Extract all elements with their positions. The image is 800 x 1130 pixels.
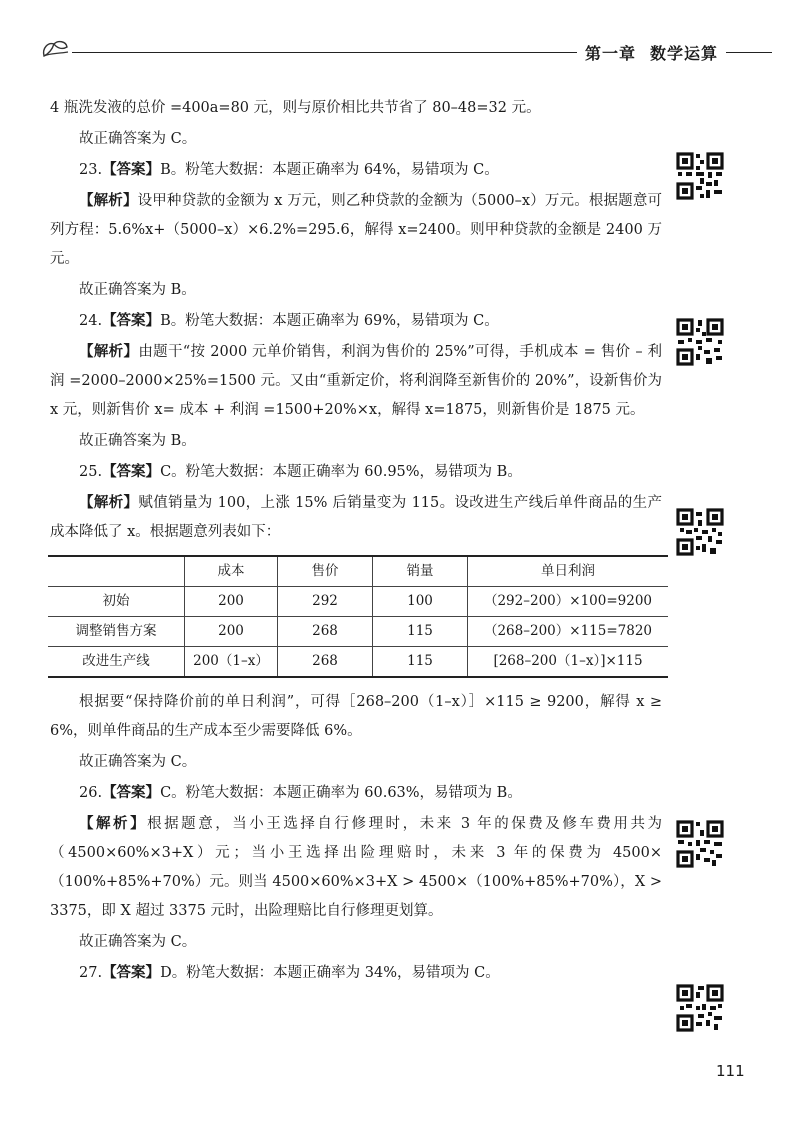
table-cell: 200（1–x） <box>185 647 278 678</box>
page-content <box>50 94 662 988</box>
qr-code-icon[interactable] <box>676 152 724 200</box>
table-header-cell: 销量 <box>373 556 468 587</box>
table-header-cell <box>48 556 185 587</box>
answer-conclusion: 故正确答案为 B。 <box>79 433 196 449</box>
question-23-analysis <box>50 187 662 274</box>
table-header-cell: 单日利润 <box>468 556 669 587</box>
table-row <box>48 587 668 617</box>
table-cell: 200 <box>185 617 278 647</box>
chapter-title <box>577 41 726 64</box>
question-24-analysis <box>50 338 662 425</box>
table-cell: 268 <box>278 647 373 678</box>
question-number: 26. <box>79 785 103 801</box>
table-cell: 调整销售方案 <box>48 617 185 647</box>
table-cell: 初始 <box>48 587 185 617</box>
qr-code-icon[interactable] <box>676 984 724 1032</box>
qr-code-icon[interactable] <box>676 820 724 868</box>
question-25-analysis <box>50 489 662 547</box>
table-cell: 100 <box>373 587 468 617</box>
answer-text: C。粉笔大数据：本题正确率为 60.95%，易错项为 B。 <box>160 464 522 480</box>
answer-tag: 【答案】 <box>102 785 161 801</box>
chapter-name: 数学运算 <box>649 44 718 63</box>
question-26-answer <box>50 779 662 808</box>
answer-conclusion: 故正确答案为 C。 <box>79 934 197 950</box>
analysis-text: 赋值销量为 100，上涨 15% 后销量变为 115。设改进生产线后单件商品的生产成本降低了 x。根据题意列表如下： <box>50 495 663 540</box>
question-number: 25. <box>79 464 103 480</box>
table-row <box>48 617 668 647</box>
profit-table <box>48 555 668 678</box>
chapter-number: 第一章 <box>584 44 636 63</box>
table-cell: 115 <box>373 617 468 647</box>
qr-code-icon[interactable] <box>676 318 724 366</box>
answer-conclusion: 故正确答案为 C。 <box>79 131 197 147</box>
page-header <box>32 30 772 70</box>
question-number: 23. <box>79 162 103 178</box>
analysis-tag: 【解析】 <box>79 193 138 209</box>
table-cell: 292 <box>278 587 373 617</box>
table-header-row <box>48 556 668 587</box>
answer-tag: 【答案】 <box>102 464 161 480</box>
analysis-text: 设甲种贷款的金额为 x 万元，则乙种贷款的金额为（5000–x）万元。根据题意可列方程：5.6%x+（5000–x）×6.2%=295.6，解得 x=2400。则甲种贷款的金额是 2400 万元。 <box>50 193 662 267</box>
table-cell: （268–200）×115=7820 <box>468 617 669 647</box>
answer-conclusion: 故正确答案为 B。 <box>79 282 196 298</box>
table-cell: 200 <box>185 587 278 617</box>
answer-tag: 【答案】 <box>102 965 161 981</box>
table-cell: 改进生产线 <box>48 647 185 678</box>
question-number: 27. <box>79 965 103 981</box>
question-25-answer <box>50 458 662 487</box>
question-27-answer <box>50 959 662 988</box>
table-cell: （292–200）×100=9200 <box>468 587 669 617</box>
table-cell: 115 <box>373 647 468 678</box>
answer-conclusion: 故正确答案为 C。 <box>79 754 197 770</box>
table-row <box>48 647 668 678</box>
answer-text: B。粉笔大数据：本题正确率为 64%，易错项为 C。 <box>160 162 499 178</box>
qr-code-icon[interactable] <box>676 508 724 556</box>
table-header-cell: 售价 <box>278 556 373 587</box>
paragraph: 4 瓶洗发液的总价 =400a=80 元，则与原价相比共节省了 80–48=32 元。 <box>50 100 541 116</box>
table-cell: [268–200（1–x）]×115 <box>468 647 669 678</box>
analysis-tag: 【解析】 <box>79 816 148 832</box>
question-24-answer <box>50 307 662 336</box>
analysis-tag: 【解析】 <box>79 344 139 360</box>
answer-text: B。粉笔大数据：本题正确率为 69%，易错项为 C。 <box>160 313 499 329</box>
leaf-icon <box>40 38 70 62</box>
question-26-analysis <box>50 810 662 926</box>
answer-text: C。粉笔大数据：本题正确率为 60.63%，易错项为 B。 <box>160 785 522 801</box>
answer-tag: 【答案】 <box>102 313 161 329</box>
question-23-answer <box>50 156 662 185</box>
answer-text: D。粉笔大数据：本题正确率为 34%，易错项为 C。 <box>160 965 500 981</box>
answer-tag: 【答案】 <box>102 162 161 178</box>
paragraph: 根据要“保持降价前的单日利润”，可得［268–200（1–x）］×115 ≥ 9200，解得 x ≥ 6%，则单件商品的生产成本至少需要降低 6%。 <box>50 694 662 739</box>
table-header-cell: 成本 <box>185 556 278 587</box>
analysis-tag: 【解析】 <box>79 495 139 511</box>
page-number: 111 <box>716 1062 745 1080</box>
analysis-text: 根据题意，当小王选择自行修理时，未来 3 年的保费及修车费用共为（4500×60%×3+X）元；当小王选择出险理赔时，未来 3 年的保费为 4500×（100%+85%+70%）元。则当 4500×60%×3+X > 4500×（100%+85%+70%），X > 3375，即 X 超过 3375 元时，出险理赔比自行修理更划算。 <box>50 816 662 919</box>
analysis-text: 由题干“按 2000 元单价销售，利润为售价的 25%”可得，手机成本 = 售价 – 利润 =2000–2000×25%=1500 元。又由“重新定价，将利润降至新售价的 20%”，设新售价为 x 元，则新售价 x= 成本 + 利润 =1500+20%×x，解得 x=1875，则新售价是 1875 元。 <box>50 344 663 418</box>
table-cell: 268 <box>278 617 373 647</box>
question-number: 24. <box>79 313 103 329</box>
